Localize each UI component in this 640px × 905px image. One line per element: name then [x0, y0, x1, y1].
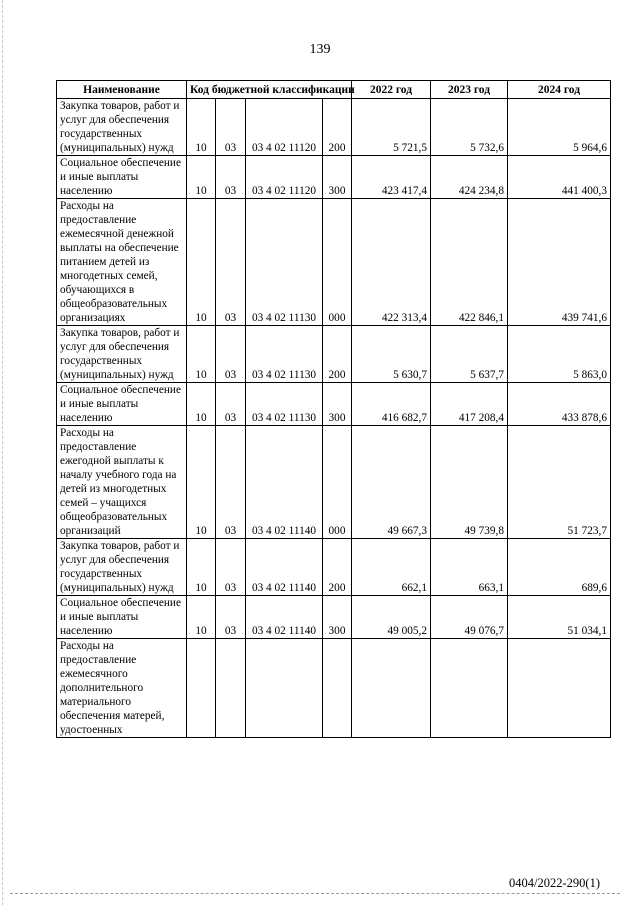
- header-2023: 2023 год: [431, 81, 508, 99]
- table-row: [57, 156, 611, 199]
- row-name: Закупка товаров, работ и услуг для обеспечения государственных (муниципальных) нужд: [57, 99, 187, 156]
- row-value-2022: 423 417,4: [352, 156, 431, 199]
- row-value-2024: 689,6: [508, 539, 611, 596]
- table-row: [57, 383, 611, 426]
- row-section-code: 10: [187, 99, 216, 156]
- row-expense-type: 300: [323, 383, 352, 426]
- table-row: [57, 639, 611, 738]
- table-body: [57, 99, 611, 738]
- scan-edge-left: [2, 0, 4, 905]
- row-value-2024: [508, 639, 611, 738]
- row-subsection-code: 03: [216, 199, 246, 326]
- row-subsection-code: [216, 639, 246, 738]
- row-subsection-code: 03: [216, 426, 246, 539]
- row-name: Расходы на предоставление ежемесячной денежной выплаты на обеспечение питанием детей из многодетных семей, обучающихся в общеобразовательных организациях: [57, 199, 187, 326]
- table-row: [57, 326, 611, 383]
- row-name: Социальное обеспечение и иные выплаты населению: [57, 383, 187, 426]
- row-target-article: 03 4 02 11140: [246, 596, 323, 639]
- row-expense-type: 000: [323, 199, 352, 326]
- budget-table: [56, 80, 611, 738]
- row-target-article: 03 4 02 11140: [246, 539, 323, 596]
- row-subsection-code: 03: [216, 99, 246, 156]
- row-section-code: [187, 639, 216, 738]
- row-expense-type: 200: [323, 539, 352, 596]
- page-number: 139: [309, 42, 331, 57]
- row-value-2024: 439 741,6: [508, 199, 611, 326]
- row-name: Расходы на предоставление ежемесячного дополнительного материального обеспечения матерей, удостоенных: [57, 639, 187, 738]
- row-value-2022: 5 721,5: [352, 99, 431, 156]
- row-section-code: 10: [187, 596, 216, 639]
- row-expense-type: 300: [323, 156, 352, 199]
- header-2024: 2024 год: [508, 81, 611, 99]
- header-code: Код бюджетной классификации: [187, 81, 352, 99]
- row-value-2023: 5 637,7: [431, 326, 508, 383]
- row-value-2023: 424 234,8: [431, 156, 508, 199]
- table-row: [57, 539, 611, 596]
- row-expense-type: 000: [323, 426, 352, 539]
- table-row: [57, 199, 611, 326]
- row-target-article: 03 4 02 11120: [246, 99, 323, 156]
- row-value-2023: 663,1: [431, 539, 508, 596]
- row-value-2022: [352, 639, 431, 738]
- row-value-2024: 5 964,6: [508, 99, 611, 156]
- row-target-article: 03 4 02 11130: [246, 199, 323, 326]
- row-value-2022: 422 313,4: [352, 199, 431, 326]
- row-section-code: 10: [187, 383, 216, 426]
- table-row: [57, 426, 611, 539]
- row-value-2024: 5 863,0: [508, 326, 611, 383]
- table-row: [57, 99, 611, 156]
- row-value-2022: 5 630,7: [352, 326, 431, 383]
- row-value-2024: 51 723,7: [508, 426, 611, 539]
- row-value-2023: 49 076,7: [431, 596, 508, 639]
- row-subsection-code: 03: [216, 156, 246, 199]
- row-value-2022: 49 667,3: [352, 426, 431, 539]
- row-target-article: 03 4 02 11140: [246, 426, 323, 539]
- row-section-code: 10: [187, 199, 216, 326]
- row-value-2022: 662,1: [352, 539, 431, 596]
- row-target-article: 03 4 02 11130: [246, 383, 323, 426]
- row-value-2023: 417 208,4: [431, 383, 508, 426]
- row-name: Расходы на предоставление ежегодной выплаты к началу учебного года на детей из многодетных семей – учащихся общеобразовательных организаций: [57, 426, 187, 539]
- row-section-code: 10: [187, 426, 216, 539]
- row-subsection-code: 03: [216, 326, 246, 383]
- table-header-row: [57, 81, 611, 99]
- row-name: Социальное обеспечение и иные выплаты населению: [57, 156, 187, 199]
- row-name: Социальное обеспечение и иные выплаты населению: [57, 596, 187, 639]
- row-value-2024: 433 878,6: [508, 383, 611, 426]
- row-subsection-code: 03: [216, 596, 246, 639]
- row-subsection-code: 03: [216, 383, 246, 426]
- row-name: Закупка товаров, работ и услуг для обеспечения государственных (муниципальных) нужд: [57, 326, 187, 383]
- row-section-code: 10: [187, 539, 216, 596]
- row-target-article: 03 4 02 11130: [246, 326, 323, 383]
- row-section-code: 10: [187, 326, 216, 383]
- row-value-2022: 416 682,7: [352, 383, 431, 426]
- scan-edge-bottom: [10, 893, 620, 895]
- row-expense-type: [323, 639, 352, 738]
- header-name: Наименование: [57, 81, 187, 99]
- row-expense-type: 300: [323, 596, 352, 639]
- row-subsection-code: 03: [216, 539, 246, 596]
- row-section-code: 10: [187, 156, 216, 199]
- row-value-2023: 49 739,8: [431, 426, 508, 539]
- row-target-article: 03 4 02 11120: [246, 156, 323, 199]
- row-expense-type: 200: [323, 99, 352, 156]
- row-value-2022: 49 005,2: [352, 596, 431, 639]
- row-value-2023: [431, 639, 508, 738]
- row-value-2023: 5 732,6: [431, 99, 508, 156]
- row-value-2023: 422 846,1: [431, 199, 508, 326]
- row-name: Закупка товаров, работ и услуг для обеспечения государственных (муниципальных) нужд: [57, 539, 187, 596]
- table-row: [57, 596, 611, 639]
- row-expense-type: 200: [323, 326, 352, 383]
- row-value-2024: 51 034,1: [508, 596, 611, 639]
- row-value-2024: 441 400,3: [508, 156, 611, 199]
- header-2022: 2022 год: [352, 81, 431, 99]
- row-target-article: [246, 639, 323, 738]
- document-reference: 0404/2022-290(1): [509, 876, 600, 890]
